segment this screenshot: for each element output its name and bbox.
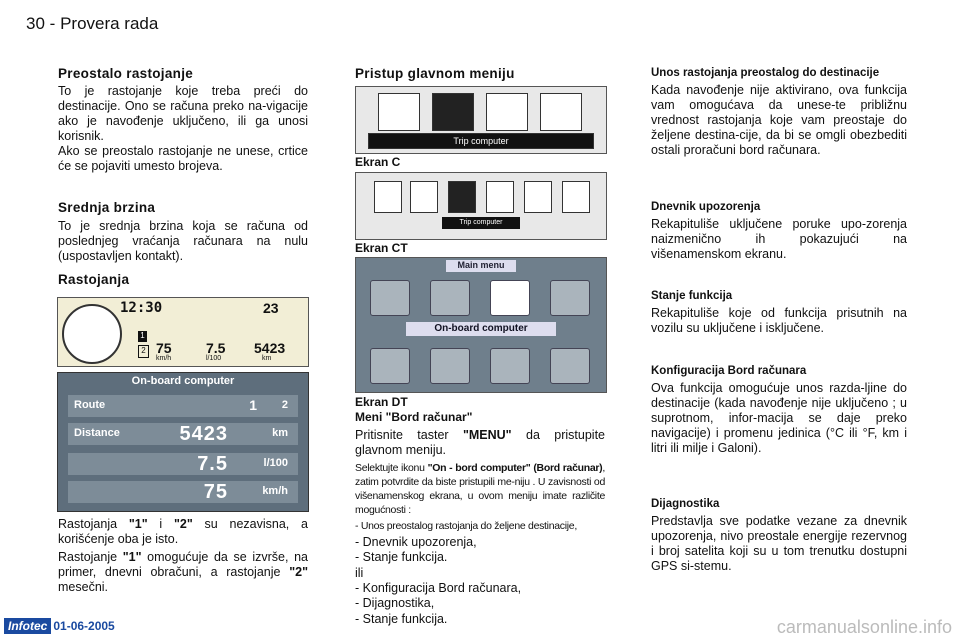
infotec-logo: Infotec — [4, 618, 51, 634]
footer-date: 01-06-2005 — [53, 619, 115, 633]
section-title-remaining-distance: Preostalo rastojanje — [58, 66, 194, 81]
column-1-bottom — [58, 517, 308, 595]
settings-icon — [486, 93, 528, 131]
column-1-distances — [58, 272, 308, 287]
lcd-temp: 23 — [263, 300, 279, 316]
settings-icon — [486, 181, 514, 213]
page-number: 30 — [26, 14, 45, 33]
trip-computer-icon — [432, 93, 474, 131]
subheading: Stanje funkcija — [651, 290, 733, 302]
screen-ct-image — [355, 172, 607, 240]
section-title-distances: Rastojanja — [58, 272, 130, 287]
caption-ekran-dt: Ekran DT — [355, 395, 408, 409]
screen-dt-image — [355, 257, 607, 393]
column-2-body — [355, 395, 605, 627]
lcd-time: 12:30 — [120, 300, 163, 316]
column-3-b — [651, 200, 907, 262]
lcd-value-consumption: 7.5 — [206, 340, 226, 356]
page-title: Provera rada — [60, 14, 159, 33]
screen-ct-label: Trip computer — [442, 217, 520, 229]
navigation-icon — [378, 93, 420, 131]
clock-dial-icon — [62, 304, 122, 364]
navigation-icon — [374, 181, 402, 213]
paragraph: Rastojanje "1" omogućuje da se izvrše, na primer, dnevni obračuni, a rastojanje "2" mesečni. — [58, 550, 309, 594]
phone-icon — [540, 93, 582, 131]
caption-ekran-ct: Ekran CT — [355, 241, 408, 255]
paragraph: Predstavlja sve podatke vezane za dnevnik upozorenja, nivo preostale energije rezervnog i broj satelita koji su u tom trenutku dostupni GPS si-stemu. — [651, 514, 907, 573]
lcd-unit-speed: km/h — [156, 355, 172, 362]
subheading: Dijagnostika — [651, 498, 720, 510]
obc-row: 7.5 l/100 — [68, 453, 298, 475]
obc-row: Distance 5423 km — [68, 423, 298, 445]
subheading: Dnevnik upozorenja — [651, 201, 761, 213]
column-3-d — [651, 364, 907, 456]
obc-title: On-board computer — [131, 375, 235, 387]
screen-c-label: Trip computer — [368, 133, 594, 149]
settings-icon — [430, 348, 470, 384]
subheading: Konfiguracija Bord računara — [651, 365, 807, 377]
audio-icon — [430, 280, 470, 316]
lcd-display-image — [57, 297, 309, 367]
column-1-speed — [58, 200, 308, 264]
lcd-n1: 1 — [138, 331, 147, 342]
phone-icon — [524, 181, 552, 213]
column-2-title — [355, 66, 605, 81]
obc-row: 75 km/h — [68, 481, 298, 503]
screen-dt-label: On-board computer — [406, 322, 556, 336]
audio-icon — [410, 181, 438, 213]
notepad-icon — [550, 280, 590, 316]
page-header — [26, 14, 158, 34]
header-separator: - — [49, 14, 56, 33]
subheading: Unos rastojanja preostalog do destinacije — [651, 67, 880, 79]
column-3-a — [651, 66, 907, 158]
trip-computer-icon — [490, 280, 530, 316]
list-item: - Dijagnostika, — [355, 596, 435, 610]
paragraph: Pritisnite taster "MENU" da pristupite glavnom meniju. — [355, 428, 605, 457]
paragraph: Ova funkcija omogućuje unos razda-ljine do destinacije (kada navođenje nije uključeno ; u suprotnom, infor-macija se daje preko navigacije) i promenu jedinica (°C ili °F, km i litri ili milje i Galoni). — [651, 381, 907, 455]
paragraph: Ako se preostalo rastojanje ne unese, crtice će se pojaviti umesto brojeva. — [58, 144, 308, 173]
footer — [4, 617, 115, 635]
paragraph: To je srednja brzina koja se računa od poslednjeg vraćanja računara na nulu (uspostavljen kontakt). — [58, 219, 308, 263]
or-label: ili — [355, 565, 364, 580]
column-3-c — [651, 289, 907, 336]
list-item: - Konfiguracija Bord računara, — [355, 580, 522, 595]
section-title-avg-speed: Srednja brzina — [58, 200, 156, 215]
obc-row: Route 1 2 — [68, 395, 298, 417]
paragraph: Rekapituliše koje od funkcija prisutnih na vozilu su uključene i isključene. — [651, 306, 907, 335]
options-list-2 — [355, 581, 605, 628]
menu-title: Meni "Bord računar" — [355, 410, 473, 424]
column-1 — [58, 66, 308, 174]
map-icon — [490, 348, 530, 384]
video-icon — [550, 348, 590, 384]
paragraph: Kada navođenje nije aktivirano, ova funkcija vam omogućava da unese-te približnu vrednost rastojanja koje vam preostaje do željene destina-cije, da bi se omgli obezbediti ostali proračuni bord računara. — [651, 83, 907, 157]
lcd-n2: 2 — [138, 345, 149, 358]
caption-ekran-c: Ekran C — [355, 155, 401, 169]
lcd-unit-distance: km — [262, 355, 272, 362]
column-3-e — [651, 497, 907, 574]
list-item: - Dnevnik upozorenja, — [355, 534, 477, 549]
paragraph: Rekapituliše uključene poruke upo-zorenja naizmenično ih pokazujući na višenamenskom ekranu. — [651, 217, 907, 261]
section-title-main-menu: Pristup glavnom meniju — [355, 66, 515, 81]
lcd-value-speed: 75 — [156, 340, 172, 356]
watermark: carmanualsonline.info — [776, 617, 952, 637]
config-icon — [562, 181, 590, 213]
obc-display-image — [57, 372, 309, 512]
navigation-icon — [370, 280, 410, 316]
options-list-1 — [355, 519, 605, 566]
list-item: - Unos preostalog rastojanja do željene destinacije, — [355, 520, 577, 532]
lcd-unit-consumption: l/100 — [206, 355, 222, 362]
trip-computer-icon — [448, 181, 476, 213]
list-item: - Stanje funkcija. — [355, 550, 448, 564]
paragraph: Rastojanja "1" i "2" su nezavisna, a korišćenje oba je isto. — [58, 517, 308, 546]
paragraph: Selektujte ikonu "On - bord computer" (Bord računar), zatim potvrdite da biste pristupili me-niju . U zavisnosti od višenamenskog ekrana, u ovom meniju imate različite mogućnosti : — [355, 462, 606, 516]
screen-dt-title: Main menu — [446, 260, 516, 272]
paragraph: To je rastojanje koje treba preći do destinacije. Ono se računa preko na-vigacije ako je navođenje uključeno, ili ga unosi korisnik. — [58, 84, 308, 143]
screen-c-image — [355, 86, 607, 154]
list-item: - Stanje funkcija. — [355, 611, 448, 626]
phone-icon — [370, 348, 410, 384]
lcd-value-distance: 5423 — [254, 340, 286, 356]
